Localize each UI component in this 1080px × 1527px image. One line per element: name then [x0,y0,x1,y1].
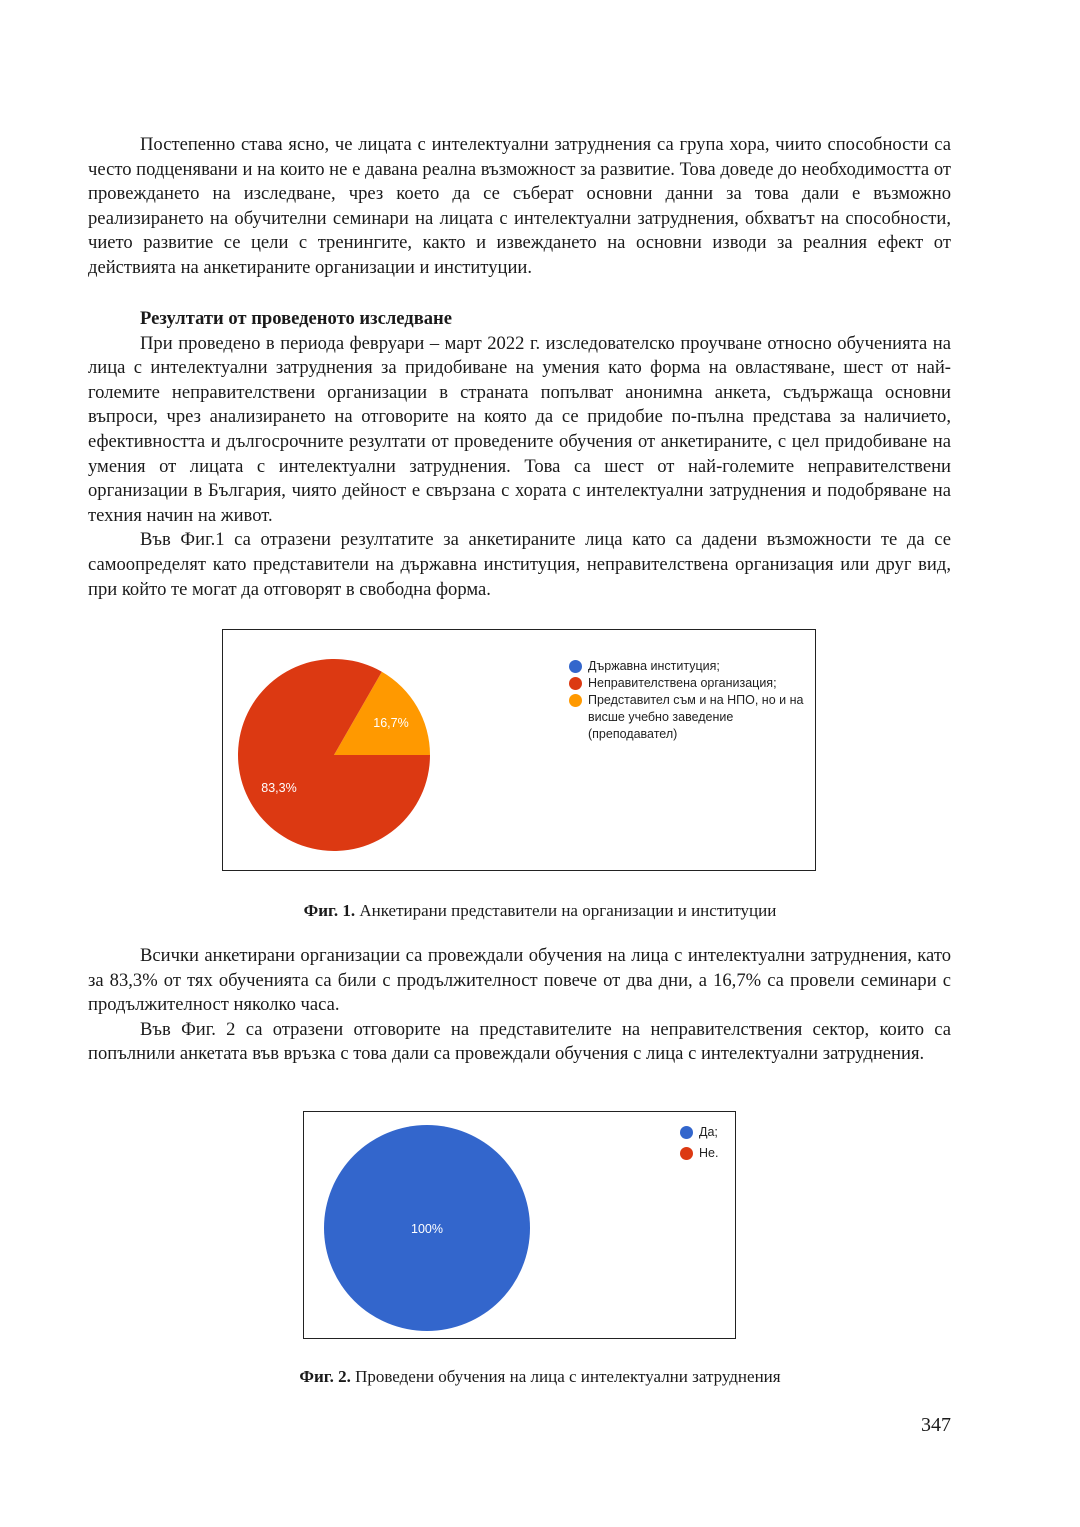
legend-label: Неправителствена организация; [588,676,777,690]
pie-chart-2 [304,1112,735,1338]
figure-1-chart [222,629,816,871]
intro-text [88,133,951,281]
legend-label: Не. [699,1146,719,1160]
slice-data-label: 16,7% [373,716,409,730]
figure-2-chart [303,1111,736,1339]
legend-label: Представител съм и на НПО, но и на висше учебно заведение (преподавател) [588,693,804,741]
page-number: 347 [921,1414,951,1436]
legend-item [569,675,809,692]
slice-data-label: 83,3% [261,781,297,795]
caption-text: Проведени обучения на лица с интелектуални затруднения [350,1367,781,1386]
section-heading: Резултати от проведеното изследване [140,308,452,329]
legend-label: Да; [699,1125,718,1139]
discussion-text [88,944,951,1067]
caption-label: Фиг. 2. [299,1367,351,1386]
legend-item [680,1145,740,1162]
paragraph: Постепенно става ясно, че лицата с интелектуални затруднения са група хора, чиито способности са често подценявани и на които не е давана реална възможност за развитие. Това доведе до необходимостта от провеждането на изследване, чрез което да се съберат основни данни за това дали е възможно реализирането на обучителни семинари на лицата с интелектуални затруднения, обхватът на способности, чието развитие се цели с тренингите, както и извеждането на основни изводи за реалния ефект от действията на анкетираните организации и институции. [88,134,951,278]
legend-item [569,658,809,675]
figure-2-caption [0,1366,1080,1388]
paragraph: При проведено в периода февруари – март 2022 г. изследователско проучване относно обученията на лица с интелектуални затруднения за придобиване на умения като форма на овластяване, шест от най-големите неправителствени организации в страната попълват анонимна анкета, съдържаща основни въпроси, чрез анализирането на отговорите на която да се придобие по-пълна представа за наличието, ефективността и дългосрочните резултати от проведените обучения от анкетираните, с цел придобиване на умения от лицата с интелектуални затруднения. Това са шест от най-големите неправителствени организации в България, чиято дейност е свързана с хората с интелектуални затруднения и подобряване на техния начин на живот. [88,332,951,526]
caption-text: Анкетирани представители на организации и институции [355,901,777,920]
paragraph: Всички анкетирани организации са провеждали обучения на лица с интелектуални затруднения, като за 83,3% от тях обученията са били с продължителност повече от два дни, а 16,7% са провели семинари с продължителност няколко часа. [88,945,951,1016]
legend-swatch-orange [569,694,582,707]
legend-swatch-red [680,1147,693,1160]
legend-swatch-red [569,677,582,690]
paragraph: Във Фиг. 2 са отразени отговорите на представителите на неправителствения сектор, които са попълнили анкетата във връзка с това дали са провеждали обучения с лица с интелектуални затруднения. [88,1018,951,1065]
legend-item [680,1124,740,1141]
legend-label: Държавна институция; [588,659,720,673]
legend-swatch-blue [680,1126,693,1139]
chart-1-legend [569,658,809,743]
figure-1-caption [0,900,1080,922]
paragraph: Във Фиг.1 са отразени резултатите за анкетираните лица като са дадени възможности те да се самоопределят като представители на държавна институция, неправителствена организация или друг вид, при който те могат да отговорят в свободна форма. [88,529,951,600]
slice-data-label: 100% [411,1222,443,1236]
results-section [88,307,951,602]
caption-label: Фиг. 1. [303,901,356,920]
legend-item [569,692,809,743]
chart-2-legend [680,1124,740,1166]
legend-swatch-blue [569,660,582,673]
